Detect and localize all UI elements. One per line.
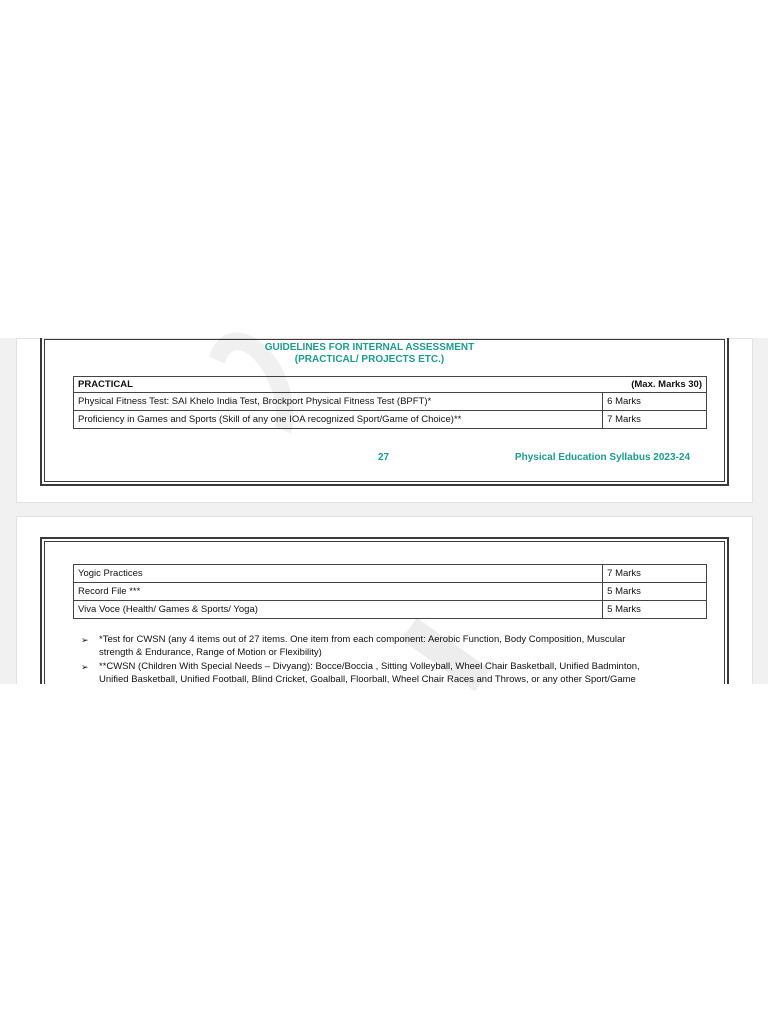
section-heading: GUIDELINES FOR INTERNAL ASSESSMENT xyxy=(264,342,475,353)
list-item xyxy=(81,634,713,659)
table-row xyxy=(74,583,707,601)
document-page-28 xyxy=(16,516,753,684)
table-row xyxy=(74,411,707,429)
table-cell-marks: 6 Marks xyxy=(603,393,707,411)
table-cell-marks: 5 Marks xyxy=(603,583,707,601)
arrow-bullet-icon: ➢ xyxy=(81,635,89,645)
table-cell-marks: 5 Marks xyxy=(603,601,707,619)
table-row xyxy=(74,601,707,619)
document-viewer[interactable] xyxy=(0,338,768,684)
page-footer-title: Physical Education Syllabus 2023-24 xyxy=(514,452,690,463)
section-subheading: (PRACTICAL/ PROJECTS ETC.) xyxy=(294,354,445,365)
table-header-row xyxy=(74,377,707,393)
list-item xyxy=(81,661,713,684)
table-cell-marks: 7 Marks xyxy=(603,411,707,429)
table-header-label: PRACTICAL xyxy=(74,377,603,393)
note-line: **CWSN (Children With Special Needs – Divyang): Bocce/Boccia , Sitting Volleyball, Wheel Chair Basketball, Unified Badminton, xyxy=(99,661,640,672)
document-page-27 xyxy=(16,338,753,503)
table-cell-marks: 7 Marks xyxy=(603,565,707,583)
table-cell-item: Record File *** xyxy=(74,583,603,601)
practical-marks-table xyxy=(73,376,707,429)
table-cell-item: Proficiency in Games and Sports (Skill of any one IOA recognized Sport/Game of Choice)** xyxy=(74,411,603,429)
table-row xyxy=(74,393,707,411)
table-row xyxy=(74,565,707,583)
practical-marks-table-continued xyxy=(73,564,707,619)
table-cell-item: Physical Fitness Test: SAI Khelo India Test, Brockport Physical Fitness Test (BPFT)* xyxy=(74,393,603,411)
note-line: *Test for CWSN (any 4 items out of 27 items. One item from each component: Aerobic Function, Body Composition, Muscular xyxy=(99,634,626,645)
table-header-marks: (Max. Marks 30) xyxy=(603,377,707,393)
note-line: Unified Basketball, Unified Football, Blind Cricket, Goalball, Floorball, Wheel Chair Races and Throws, or any other Sport/Game xyxy=(99,673,636,684)
note-line: strength & Endurance, Range of Motion or Flexibility) xyxy=(99,646,322,658)
table-cell-item: Yogic Practices xyxy=(74,565,603,583)
table-cell-item: Viva Voce (Health/ Games & Sports/ Yoga) xyxy=(74,601,603,619)
footnotes-list xyxy=(81,634,713,684)
arrow-bullet-icon: ➢ xyxy=(81,662,89,672)
page-number: 27 xyxy=(378,452,390,463)
